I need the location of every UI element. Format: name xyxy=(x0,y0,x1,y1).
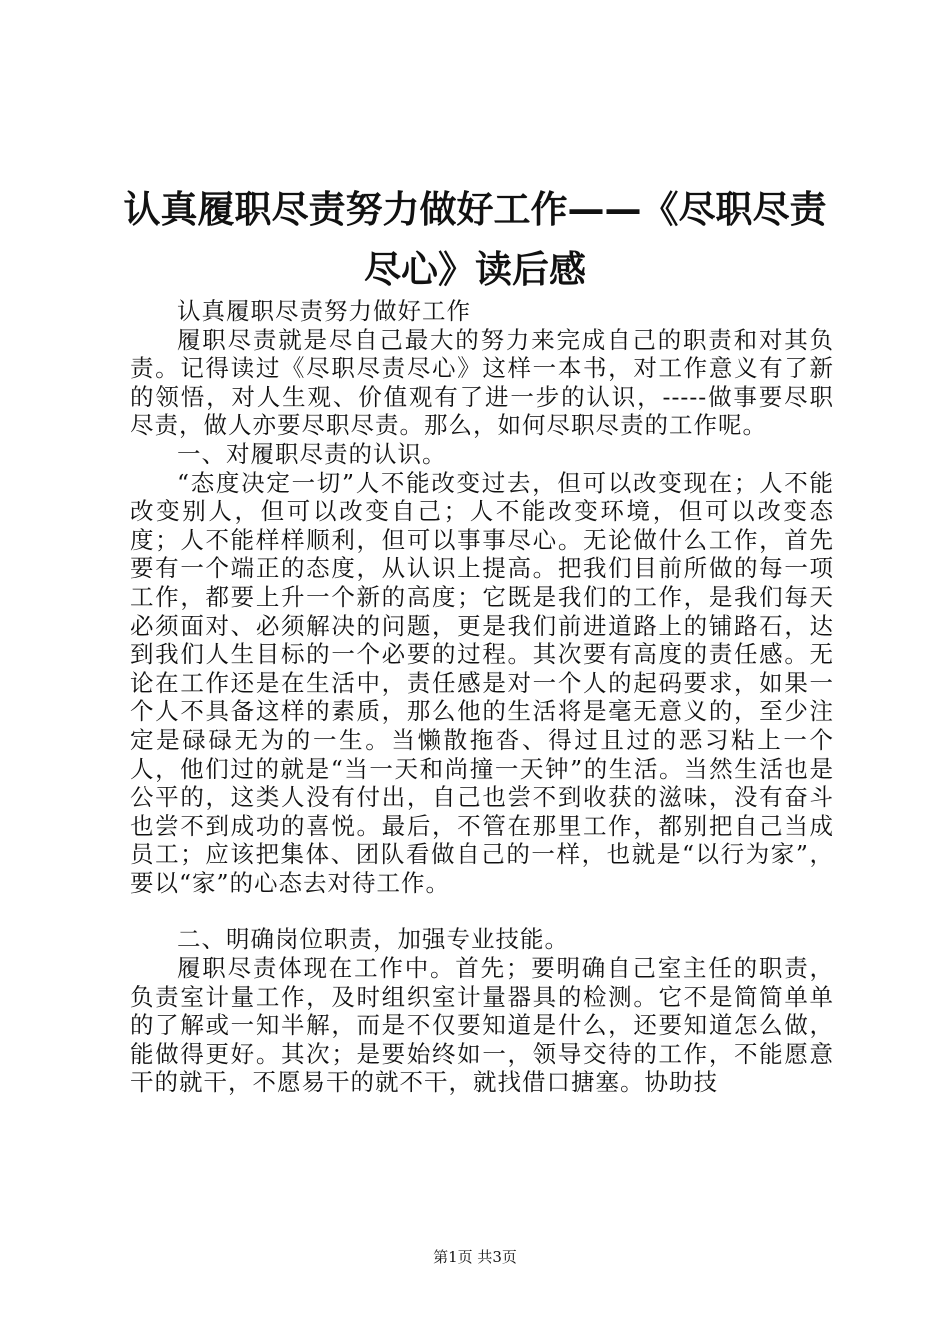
document-body xyxy=(130,297,834,1097)
section-heading-1: 一、对履职尽责的认识。 xyxy=(177,439,447,468)
page-footer: 第1页 共3页 xyxy=(433,1248,517,1266)
section-heading-2: 二、明确岗位职责，加强专业技能。 xyxy=(177,925,569,954)
section-2-paragraph: 履职尽责体现在工作中。首先；要明确自己室主任的职责，负责室计量工作，及时组织室计量器具的检测。它不是简简单单的了解或一知半解，而是不仅要知道是什么，还要知道怎么做，能做得更好。其次；是要始终如一，领导交待的工作，不能愿意干的就干，不愿易干的就不干，就找借口搪塞。协助技 xyxy=(130,954,834,1097)
section-1-paragraph: “态度决定一切”人不能改变过去，但可以改变现在；人不能改变别人，但可以改变自己；人不能改变环境，但可以改变态度；人不能样样顺利，但可以事事尽心。无论做什么工作，首先要有一个端正的态度，从认识上提高。把我们目前所做的每一项工作，都要上升一个新的高度；它既是我们的工作，是我们每天必须面对、必须解决的问题，更是我们前进道路上的铺路石，达到我们人生目标的一个必要的过程。其次要有高度的责任感。无论在工作还是在生活中，责任感是对一个人的起码要求，如果一个人不具备这样的素质，那么他的生活将是毫无意义的，至少注定是碌碌无为的一生。当懒散拖沓、得过且过的恶习粘上一个人，他们过的就是“当一天和尚撞一天钟”的生活。当然生活也是公平的，这类人没有付出，自己也尝不到收获的滋味，没有奋斗也尝不到成功的喜悦。最后，不管在那里工作，都别把自己当成员工；应该把集体、团队看做自己的一样，也就是“以行为家”，要以“家”的心态去对待工作。 xyxy=(130,468,834,897)
document-title: 认真履职尽责努力做好工作——《尽职尽责尽心》读后感 xyxy=(123,188,827,291)
subtitle-paragraph: 认真履职尽责努力做好工作 xyxy=(177,297,471,325)
intro-paragraph: 履职尽责就是尽自己最大的努力来完成自己的职责和对其负责。记得读过《尽职尽责尽心》这样一本书，对工作意义有了新的领悟，对人生观、价值观有了进一步的认识，-----做事要尽职尽责，做人亦要尽职尽责。那么，如何尽职尽责的工作呢。 xyxy=(130,325,834,440)
